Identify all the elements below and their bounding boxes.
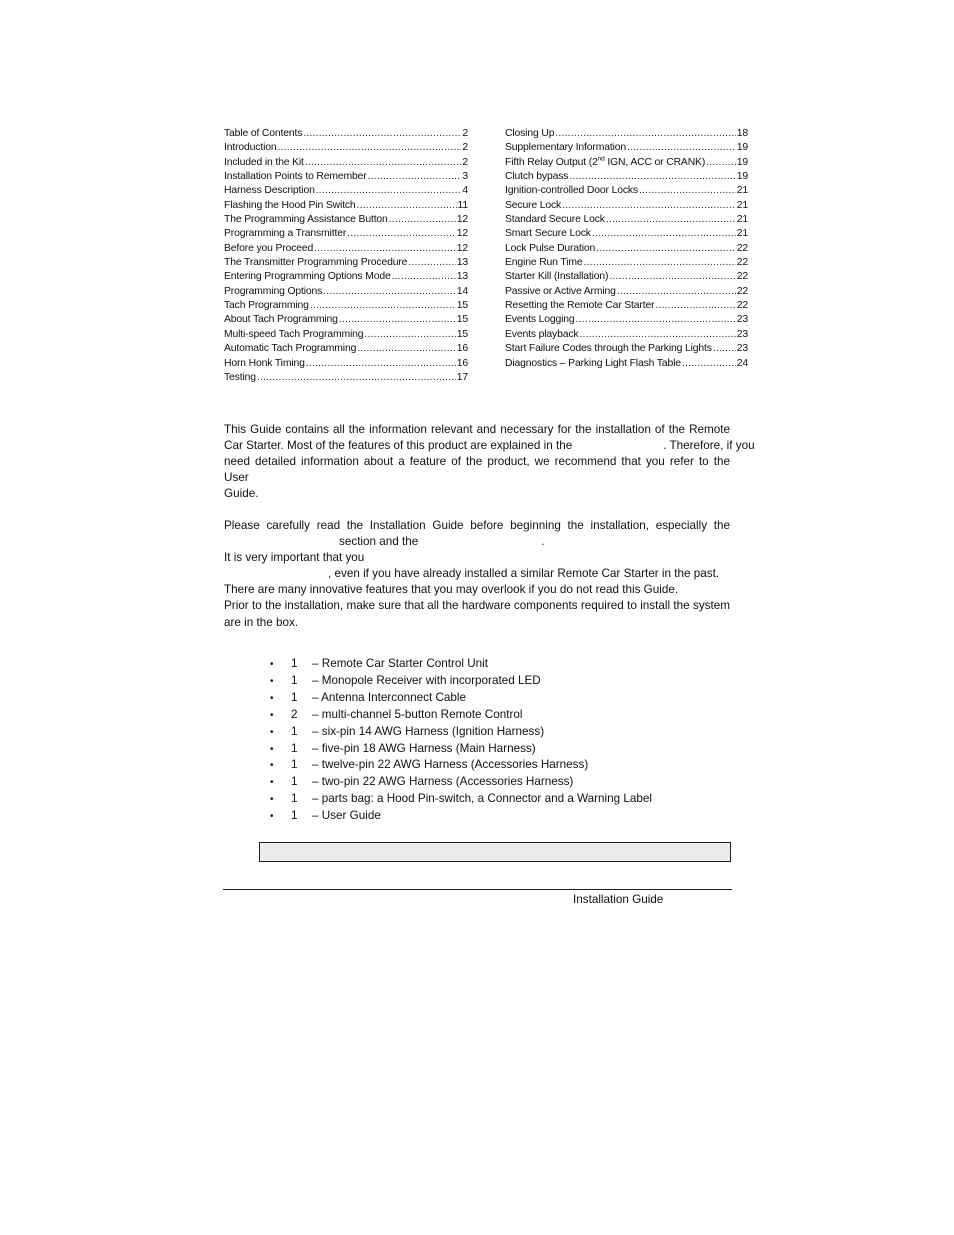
toc-leader-dots: [323, 285, 456, 299]
item-description: – five-pin 18 AWG Harness (Main Harness): [312, 741, 536, 755]
toc-entry-page: 14: [456, 285, 468, 297]
toc-leader-dots: [357, 199, 457, 213]
toc-entry-page: 2: [462, 128, 468, 139]
toc-entry-title: Diagnostics – Parking Light Flash Table: [505, 357, 681, 369]
toc-entry[interactable]: [505, 342, 748, 356]
toc-entry-title: Closing Up: [505, 128, 555, 139]
text-span: section and the: [339, 535, 419, 549]
bullet-icon: •: [270, 794, 274, 806]
toc-entry[interactable]: [505, 285, 748, 299]
bullet-icon: •: [270, 760, 274, 772]
item-quantity: 1: [291, 690, 298, 704]
superscript: nd: [597, 155, 605, 163]
toc-entry[interactable]: [505, 256, 748, 270]
bullet-icon: •: [270, 709, 274, 721]
toc-leader-dots: [389, 213, 456, 227]
toc-leader-dots: [306, 357, 456, 371]
toc-leader-dots: [617, 285, 736, 299]
toc-entry-title: About Tach Programming: [224, 314, 338, 326]
toc-entry[interactable]: [224, 342, 468, 356]
toc-right-column: [505, 127, 748, 371]
toc-entry-page: 21: [736, 199, 748, 211]
toc-entry-page: 23: [736, 314, 748, 326]
item-quantity: 1: [291, 657, 298, 670]
kit-contents-list: [270, 656, 652, 825]
item-quantity: 1: [291, 724, 298, 738]
list-item: [270, 741, 652, 758]
item-description: – parts bag: a Hood Pin-switch, a Connector and a Warning Label: [312, 792, 652, 806]
toc-entry-page: 13: [456, 271, 468, 283]
toc-title-part: Fifth Relay Output (2: [505, 156, 598, 168]
text-line: [224, 566, 730, 582]
toc-entry-title: Passive or Active Arming: [505, 285, 616, 297]
toc-entry[interactable]: [505, 184, 748, 198]
list-item: [270, 690, 652, 707]
toc-entry-page: 22: [736, 271, 748, 283]
text-line: [224, 534, 730, 550]
toc-entry-page: 21: [736, 228, 748, 240]
toc-leader-dots: [347, 227, 456, 241]
toc-entry-title: Entering Programming Options Mode: [224, 271, 391, 283]
toc-entry[interactable]: [224, 199, 468, 213]
item-quantity: 2: [291, 707, 298, 721]
toc-entry-page: 15: [456, 314, 468, 326]
toc-leader-dots: [392, 270, 456, 284]
item-quantity: 1: [291, 758, 298, 772]
toc-entry-page: 2: [462, 142, 468, 154]
toc-leader-dots: [316, 184, 462, 198]
toc-leader-dots: [278, 141, 462, 155]
item-description: – multi-channel 5-button Remote Control: [312, 707, 523, 721]
toc-left-column: [224, 127, 468, 385]
toc-entry-page: 22: [736, 300, 748, 312]
text-span: , even if you have already installed a similar Remote Car Starter in the past.: [328, 567, 720, 581]
bullet-icon: •: [270, 659, 274, 670]
item-description: – two-pin 22 AWG Harness (Accessories Harness): [312, 775, 574, 789]
toc-entry[interactable]: [505, 156, 748, 170]
text-line: Guide.: [224, 487, 259, 501]
text-line: There are many innovative features that you may overlook if you do not read this Guide.: [224, 583, 679, 597]
list-item: [270, 656, 652, 673]
toc-entry-page: 23: [736, 343, 748, 355]
toc-leader-dots: [305, 156, 462, 170]
toc-leader-dots: [364, 328, 455, 342]
item-description: – Remote Car Starter Control Unit: [312, 657, 489, 670]
toc-entry[interactable]: [505, 170, 748, 184]
installation-notice-paragraph: [224, 518, 730, 631]
item-description: – Antenna Interconnect Cable: [312, 690, 466, 704]
item-quantity: 1: [291, 792, 298, 806]
toc-entry-page: 19: [736, 171, 748, 183]
toc-leader-dots: [576, 313, 736, 327]
toc-entry-title: Events Logging: [505, 314, 575, 326]
toc-entry[interactable]: [224, 184, 468, 198]
toc-title-part: IGN, ACC or CRANK): [604, 156, 706, 168]
toc-leader-dots: [627, 141, 736, 155]
toc-entry-page: 22: [736, 257, 748, 269]
toc-entry-page: 22: [736, 285, 748, 297]
toc-entry[interactable]: [224, 141, 468, 155]
toc-leader-dots: [606, 213, 736, 227]
item-description: – User Guide: [312, 809, 381, 823]
toc-entry-title: Testing: [224, 371, 256, 383]
toc-entry[interactable]: [224, 285, 468, 299]
note-box: [259, 842, 731, 862]
toc-entry-title: Harness Description: [224, 185, 315, 197]
toc-entry-title: Horn Honk Timing: [224, 357, 305, 369]
item-quantity: 1: [291, 673, 298, 687]
text-line: Prior to the installation, make sure that all the hardware components required to install the system: [224, 599, 730, 613]
list-item: [270, 724, 652, 741]
bullet-icon: •: [270, 811, 274, 823]
bullet-icon: •: [270, 675, 274, 687]
toc-leader-dots: [303, 127, 461, 141]
toc-leader-dots: [655, 299, 735, 313]
toc-entry[interactable]: [224, 213, 468, 227]
toc-entry-title: Automatic Tach Programming: [224, 343, 357, 355]
toc-entry-title: Included in the Kit: [224, 156, 304, 168]
toc-entry[interactable]: [505, 270, 748, 284]
bullet-icon: •: [270, 777, 274, 789]
toc-entry-title: Events playback: [505, 328, 579, 340]
toc-entry-title: Starter Kill (Installation): [505, 271, 609, 283]
bullet-icon: •: [270, 743, 274, 755]
text-line: This Guide contains all the information relevant and necessary for the installation of the Remote: [224, 423, 730, 436]
toc-entry-title: Before you Proceed: [224, 242, 314, 254]
toc-entry-page: 19: [736, 142, 748, 154]
toc-leader-dots: [562, 199, 736, 213]
toc-entry-page: 16: [456, 343, 468, 355]
toc-entry-page: 15: [456, 300, 468, 312]
bullet-icon: •: [270, 692, 274, 704]
toc-entry[interactable]: [224, 357, 468, 371]
toc-entry[interactable]: [505, 313, 748, 327]
footer-title: Installation Guide: [573, 893, 664, 906]
toc-entry-page: 2: [462, 156, 468, 168]
toc-entry-title: The Programming Assistance Button: [224, 214, 388, 226]
toc-leader-dots: [682, 357, 736, 371]
toc-entry-title: Resetting the Remote Car Starter: [505, 300, 655, 312]
toc-entry-page: 12: [456, 228, 468, 240]
toc-entry[interactable]: [224, 371, 468, 385]
toc-leader-dots: [609, 270, 735, 284]
toc-leader-dots: [596, 242, 736, 256]
list-item: [270, 757, 652, 774]
toc-entry-title: Smart Secure Lock: [505, 228, 591, 240]
toc-entry[interactable]: [505, 227, 748, 241]
toc-entry-page: 19: [736, 156, 748, 168]
toc-entry[interactable]: [505, 357, 748, 371]
toc-entry-page: 23: [736, 328, 748, 340]
toc-entry-title: Ignition-controlled Door Locks: [505, 185, 638, 197]
toc-entry[interactable]: [224, 156, 468, 170]
list-item: [270, 791, 652, 808]
toc-entry-page: 15: [456, 328, 468, 340]
toc-entry-page: 12: [456, 242, 468, 254]
toc-leader-dots: [569, 170, 735, 184]
toc-entry-page: 24: [736, 357, 748, 369]
toc-entry[interactable]: [224, 270, 468, 284]
toc-entry-title: The Transmitter Programming Procedure: [224, 257, 408, 269]
toc-entry[interactable]: [224, 127, 468, 141]
list-item: [270, 808, 652, 825]
text-span: Car Starter. Most of the features of this product are explained in the: [224, 439, 573, 453]
list-item: [270, 774, 652, 791]
toc-entry-page: 17: [456, 371, 468, 383]
toc-entry[interactable]: [224, 328, 468, 342]
toc-entry[interactable]: [224, 242, 468, 256]
toc-entry-page: 13: [456, 257, 468, 269]
toc-entry-title: Start Failure Codes through the Parking Lights: [505, 343, 712, 355]
text-line: need detailed information about a feature of the product, we recommend that you refer to the User: [224, 455, 730, 485]
item-description: – twelve-pin 22 AWG Harness (Accessories Harness): [312, 758, 589, 772]
text-line: are in the box.: [224, 615, 299, 629]
toc-entry-title: Flashing the Hood Pin Switch: [224, 199, 356, 211]
text-line: Please carefully read the Installation Guide before beginning the installation, especially the: [224, 519, 730, 532]
toc-leader-dots: [579, 328, 735, 342]
toc-entry[interactable]: [224, 256, 468, 270]
introduction-paragraph: [224, 422, 755, 502]
toc-entry-title: Clutch bypass: [505, 171, 569, 183]
item-description: – six-pin 14 AWG Harness (Ignition Harness): [312, 724, 545, 738]
toc-entry-title: Lock Pulse Duration: [505, 242, 596, 254]
list-item: [270, 673, 652, 690]
toc-leader-dots: [357, 342, 456, 356]
toc-entry-page: 21: [736, 185, 748, 197]
text-line: [224, 438, 755, 454]
toc-entry[interactable]: [224, 313, 468, 327]
toc-entry[interactable]: [505, 213, 748, 227]
bullet-icon: •: [270, 726, 274, 738]
toc-entry-title: Multi-speed Tach Programming: [224, 328, 364, 340]
toc-entry[interactable]: [505, 141, 748, 155]
text-span: .: [541, 535, 545, 549]
toc-entry-page: 12: [456, 214, 468, 226]
item-quantity: 1: [291, 741, 298, 755]
item-description: – Monopole Receiver with incorporated LED: [312, 673, 541, 687]
toc-entry-title: Engine Run Time: [505, 257, 583, 269]
toc-leader-dots: [583, 256, 735, 270]
toc-leader-dots: [314, 242, 456, 256]
toc-entry-page: 11: [457, 199, 468, 211]
toc-leader-dots: [713, 342, 736, 356]
toc-leader-dots: [310, 299, 456, 313]
toc-entry-title: Table of Contents: [224, 128, 303, 139]
toc-entry[interactable]: [505, 127, 748, 141]
item-quantity: 1: [291, 809, 298, 823]
list-item: [270, 707, 652, 724]
toc-entry-title: Standard Secure Lock: [505, 214, 605, 226]
toc-entry[interactable]: [505, 328, 748, 342]
toc-leader-dots: [339, 313, 456, 327]
toc-entry-title: Programming a Transmitter: [224, 228, 347, 240]
text-line: It is very important that you: [224, 551, 365, 565]
toc-entry-title: Installation Points to Remember: [224, 171, 367, 183]
footer-divider: [223, 889, 732, 890]
toc-leader-dots: [706, 156, 736, 170]
toc-entry-page: 18: [736, 128, 748, 139]
toc-entry[interactable]: [224, 170, 468, 184]
toc-leader-dots: [408, 256, 455, 270]
toc-entry-title: Secure Lock: [505, 199, 562, 211]
toc-entry[interactable]: [224, 299, 468, 313]
toc-entry-title: Introduction: [224, 142, 277, 154]
toc-entry-title: [505, 156, 705, 170]
toc-leader-dots: [592, 227, 736, 241]
toc-entry-page: 21: [736, 214, 748, 226]
toc-entry-page: 16: [456, 357, 468, 369]
text-span: . Therefore, if you: [663, 439, 755, 453]
toc-leader-dots: [639, 184, 736, 198]
toc-entry-title: Programming Options: [224, 285, 323, 297]
toc-entry-title: Supplementary Information: [505, 142, 627, 154]
toc-entry-page: 3: [462, 171, 468, 183]
toc-leader-dots: [257, 371, 456, 385]
toc-entry[interactable]: [505, 242, 748, 256]
toc-entry[interactable]: [505, 299, 748, 313]
toc-entry[interactable]: [224, 227, 468, 241]
toc-leader-dots: [555, 127, 735, 141]
item-quantity: 1: [291, 775, 298, 789]
toc-entry-page: 22: [736, 242, 748, 254]
toc-leader-dots: [368, 170, 462, 184]
toc-entry[interactable]: [505, 199, 748, 213]
toc-entry-page: 4: [462, 185, 468, 197]
toc-entry-title: Tach Programming: [224, 300, 309, 312]
